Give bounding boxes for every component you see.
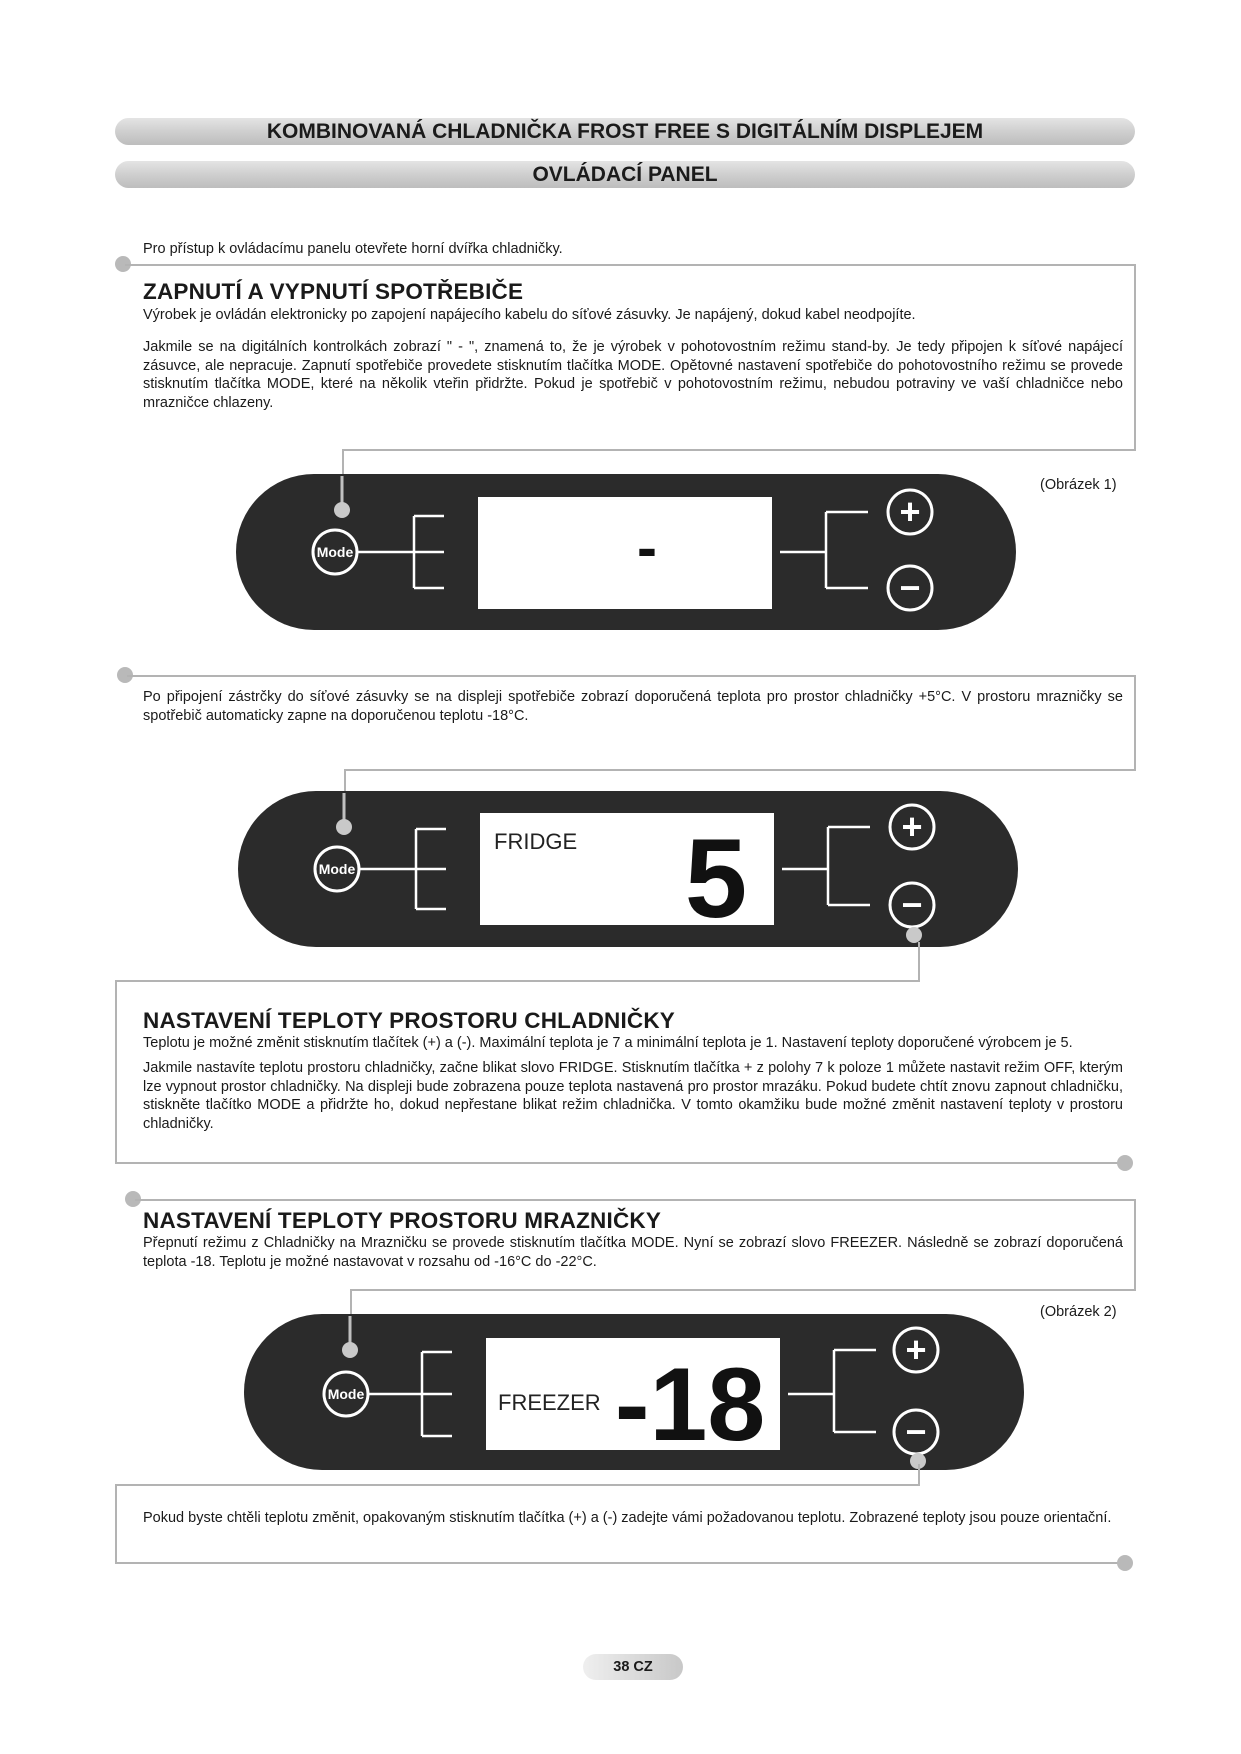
svg-text:+: + bbox=[905, 1329, 927, 1370]
mode-button[interactable] bbox=[313, 530, 357, 574]
frame-line bbox=[115, 1162, 1120, 1164]
frame-line bbox=[115, 980, 117, 1164]
intro-text: Pro přístup k ovládacímu panelu otevřete horní dvířka chladničky. bbox=[143, 241, 563, 257]
heading-power: ZAPNUTÍ A VYPNUTÍ SPOTŘEBIČE bbox=[143, 279, 524, 304]
power-paragraph-2: Jakmile se na digitálních kontrolkách zobrazí " - ", znamená to, že je výrobek v pohotovostním režimu stand-by. Je tedy připojen k síťové napájecí zásuvce, ale nepracuje. Zapnutí spotřebiče provedete stisknutím tlačítka MODE. Opětovné nastavení spotřebiče do pohotovostního režimu se provede stisknutím tlačítka MODE, které na několik vteřin přidržte. Pokud je spotřebič v pohotovostním režimu, nebudou potraviny ve vaší chladničce nebo mrazničce chlazeny. bbox=[143, 339, 1123, 411]
minus-button[interactable] bbox=[894, 1410, 938, 1454]
display-mode-label: FRIDGE bbox=[494, 829, 578, 854]
heading-fridge-temp: NASTAVENÍ TEPLOTY PROSTORU CHLADNIČKY bbox=[143, 1008, 676, 1033]
plug-note: Po připojení zástrčky do síťové zásuvky se na displeji spotřebiče zobrazí doporučená teplota pro prostor chladničky +5°C. V prostoru mrazničky se spotřebič automaticky zapne na doporučenou teplotu -18°C. bbox=[143, 689, 1123, 724]
page-number: 38 CZ bbox=[583, 1654, 683, 1680]
minus-button[interactable] bbox=[888, 566, 932, 610]
frame-line bbox=[350, 1289, 1136, 1291]
control-panel-standby bbox=[234, 472, 1018, 632]
fridge-paragraph-2: Jakmile nastavíte teplotu prostoru chladničky, začne blikat slovo FRIDGE. Stisknutím tlačítka + z polohy 7 k poloze 1 můžete nastavit režim OFF, kterým lze vypnout prostor chladničky. Na displeji bude zobrazena pouze teplota nastavená pro prostor mrazáku. Pokud budete chtít znovu zapnout chladničku, stiskněte tlačítko MODE a přidržte ho, dokud nepřestane blikat režim chladnička. V tomto okamžiku bude možné změnit nastavení teploty v prostoru chladničky. bbox=[143, 1060, 1123, 1132]
control-panel-fridge bbox=[236, 789, 1020, 949]
mode-button[interactable] bbox=[315, 847, 359, 891]
svg-text:Mode: Mode bbox=[316, 544, 354, 560]
frame-line bbox=[115, 980, 920, 982]
document-title: KOMBINOVANÁ CHLADNIČKA FROST FREE S DIGITÁLNÍM DISPLEJEM bbox=[115, 118, 1135, 145]
svg-text:−: − bbox=[905, 1411, 927, 1452]
frame-line bbox=[1134, 1199, 1136, 1291]
minus-button[interactable] bbox=[890, 883, 934, 927]
bullet-dot bbox=[1117, 1555, 1133, 1571]
frame-line bbox=[918, 942, 920, 982]
svg-text:−: − bbox=[899, 567, 921, 608]
figure-1-caption: (Obrázek 1) bbox=[1040, 477, 1117, 493]
frame-line bbox=[135, 1199, 1136, 1201]
frame-line bbox=[127, 675, 1136, 677]
freezer-paragraph-1: Přepnutí režimu z Chladničky na Mrazničku se provede stisknutím tlačítka MODE. Nyní se zobrazí slovo FREEZER. Následně se zobrazí doporučená teplota -18. Teplotu je možné nastavovat v rozsahu od -16°C do -22°C. bbox=[143, 1235, 1123, 1270]
bullet-dot bbox=[1117, 1155, 1133, 1171]
frame-line bbox=[1134, 675, 1136, 771]
frame-line bbox=[918, 1464, 920, 1486]
section-title-control-panel: OVLÁDACÍ PANEL bbox=[115, 161, 1135, 188]
display-value: 5 bbox=[684, 816, 748, 941]
final-note: Pokud byste chtěli teplotu změnit, opakovaným stisknutím tlačítka (+) a (-) zadejte vámi požadovanou teplotu. Zobrazené teploty jsou pouze orientační. bbox=[143, 1510, 1112, 1526]
svg-text:Mode: Mode bbox=[327, 1386, 365, 1402]
frame-line bbox=[115, 1562, 1120, 1564]
frame-line bbox=[115, 1484, 117, 1564]
frame-line bbox=[125, 264, 1136, 266]
plus-button[interactable] bbox=[894, 1328, 938, 1372]
svg-text:Mode: Mode bbox=[318, 861, 356, 877]
plus-button[interactable] bbox=[888, 490, 932, 534]
frame-line bbox=[344, 769, 1136, 771]
fridge-paragraph-1: Teplotu je možné změnit stisknutím tlačítek (+) a (-). Maximální teplota je 7 a minimální teplota je 1. Nastavení teploty doporučené výrobcem je 5. bbox=[143, 1035, 1073, 1051]
heading-freezer-temp: NASTAVENÍ TEPLOTY PROSTORU MRAZNIČKY bbox=[143, 1208, 662, 1233]
control-panel-freezer bbox=[242, 1312, 1026, 1472]
svg-text:−: − bbox=[901, 884, 923, 925]
frame-line bbox=[1134, 264, 1136, 451]
svg-text:+: + bbox=[901, 806, 923, 847]
power-paragraph-1: Výrobek je ovládán elektronicky po zapojení napájecího kabelu do síťové zásuvky. Je napájený, dokud kabel neodpojíte. bbox=[143, 307, 916, 323]
frame-line bbox=[115, 1484, 920, 1486]
figure-2-caption: (Obrázek 2) bbox=[1040, 1304, 1117, 1320]
display-mode-label: FREEZER bbox=[498, 1390, 601, 1415]
svg-text:+: + bbox=[899, 491, 921, 532]
display-value: -18 bbox=[614, 1347, 766, 1463]
mode-button[interactable] bbox=[324, 1372, 368, 1416]
display-value: - bbox=[637, 514, 657, 581]
lcd-display bbox=[478, 497, 772, 609]
frame-line bbox=[342, 449, 1136, 451]
plus-button[interactable] bbox=[890, 805, 934, 849]
